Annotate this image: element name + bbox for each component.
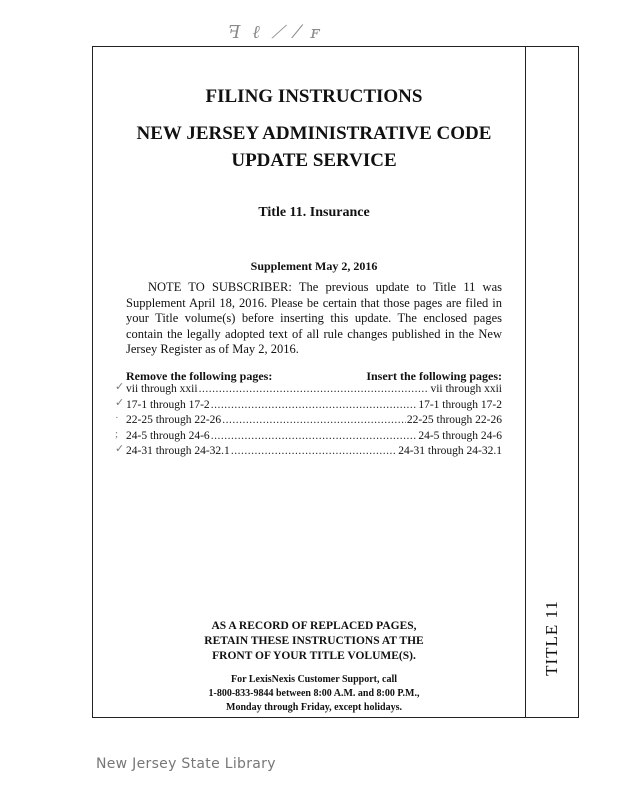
library-stamp: New Jersey State Library xyxy=(96,756,276,772)
title-subject: Title 11. Insurance xyxy=(258,205,370,220)
insert-pages: vii through xxii xyxy=(430,383,502,395)
dot-leader xyxy=(211,429,418,445)
document-title: FILING INSTRUCTIONS xyxy=(205,86,423,107)
code-title xyxy=(126,120,502,174)
support-line: For LexisNexis Customer Support, call xyxy=(230,674,397,685)
support-notice xyxy=(126,673,502,715)
insert-header: Insert the following pages: xyxy=(366,369,502,383)
list-item xyxy=(126,444,502,460)
handwritten-mark: ꟻ ℓ ⟋ ⁄ ꜰ xyxy=(228,22,323,43)
record-line: AS A RECORD OF REPLACED PAGES, xyxy=(211,620,417,632)
page-list xyxy=(126,382,502,460)
dot-leader xyxy=(222,413,406,429)
code-title-line2: UPDATE SERVICE xyxy=(231,150,397,171)
support-line: Monday through Friday, except holidays. xyxy=(226,702,402,713)
insert-pages: 24-5 through 24-6 xyxy=(418,429,502,442)
remove-pages: 24-31 through 24-32.1 xyxy=(126,445,230,457)
remove-pages: vii through xxii xyxy=(126,383,198,395)
remove-pages: 24-5 through 24-6 xyxy=(126,429,210,442)
record-notice xyxy=(126,619,502,664)
insert-pages: 22-25 through 22-26 xyxy=(406,414,502,426)
dot-leader xyxy=(211,398,418,414)
tab-label-text: TITLE 11 xyxy=(542,599,562,676)
remove-pages: 17-1 through 17-2 xyxy=(126,398,210,411)
supplement-date: Supplement May 2, 2016 xyxy=(250,259,378,273)
remove-header: Remove the following pages: xyxy=(126,369,273,383)
subscriber-note: NOTE TO SUBSCRIBER: The previous update to Title 11 was Supplement April 18, 2016. Please be certain that those pages are filed in your Title volume(s) before inserting this update. The enclosed pages contain the legally adopted text of all rule changes published in the New Jersey Register as of May 2, 2016. xyxy=(126,280,502,356)
tab-label xyxy=(526,590,578,685)
check-marks: ✓ ✓ · ; ✓ xyxy=(115,381,125,455)
dot-leader xyxy=(199,382,430,398)
dot-leader xyxy=(231,444,397,460)
list-item xyxy=(126,398,502,414)
code-title-line1: NEW JERSEY ADMINISTRATIVE CODE xyxy=(136,123,492,144)
insert-pages: 17-1 through 17-2 xyxy=(418,398,502,411)
record-line: RETAIN THESE INSTRUCTIONS AT THE xyxy=(204,635,424,647)
list-item xyxy=(126,413,502,429)
insert-pages: 24-31 through 24-32.1 xyxy=(398,445,502,457)
list-item xyxy=(126,382,502,398)
support-line: 1-800-833-9844 between 8:00 A.M. and 8:00 P.M., xyxy=(208,688,420,699)
remove-pages: 22-25 through 22-26 xyxy=(126,414,222,426)
list-item xyxy=(126,429,502,445)
record-line: FRONT OF YOUR TITLE VOLUME(S). xyxy=(212,650,416,662)
